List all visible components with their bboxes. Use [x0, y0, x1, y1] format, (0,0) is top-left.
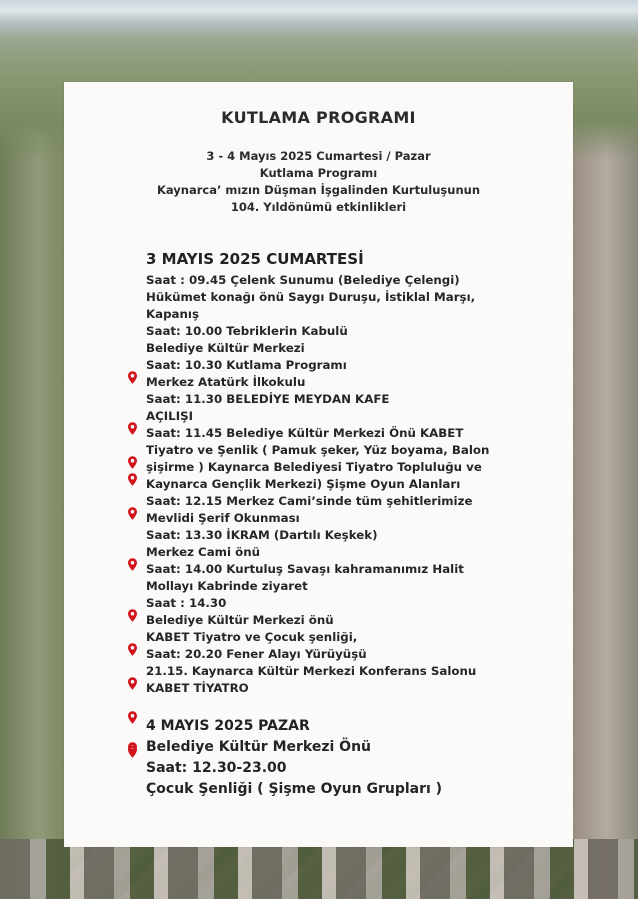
schedule-line: Saat: 14.00 Kurtuluş Savaşı kahramanımız Halit: [146, 562, 464, 576]
schedule-line: Saat: 12.15 Merkez Cami’sinde tüm şehitlerimize: [146, 494, 473, 508]
schedule-line: KABET TİYATRO: [146, 681, 249, 695]
day2-location: Belediye Kültür Merkezi Önü: [146, 739, 371, 755]
program-card: [64, 82, 573, 847]
schedule-line: şişirme ) Kaynarca Belediyesi Tiyatro Topluluğu ve: [146, 460, 482, 474]
day1-heading: 3 MAYIS 2025 CUMARTESİ: [146, 250, 364, 268]
location-pin-icon: [128, 609, 137, 622]
schedule-line: Saat: 11.45 Belediye Kültür Merkezi Önü KABET: [146, 426, 464, 440]
schedule-line: Saat: 10.00 Tebriklerin Kabulü: [146, 324, 348, 338]
intro-line: 104. Yıldönümü etkinlikleri: [230, 200, 407, 214]
schedule-line: Merkez Cami önü: [146, 545, 261, 559]
day2-time: Saat: 12.30-23.00: [146, 760, 287, 776]
location-pin-icon: [128, 742, 137, 755]
schedule-line: Kaynarca Gençlik Merkezi) Şişme Oyun Alanları: [146, 477, 461, 491]
schedule-line: Saat: 20.20 Fener Alayı Yürüyüşü: [146, 647, 367, 661]
intro-line: Kutlama Programı: [259, 166, 378, 180]
schedule-line: Saat: 11.30 BELEDİYE MEYDAN KAFE: [146, 392, 390, 406]
schedule-line: Saat: 13.30 İKRAM (Dartılı Keşkek): [146, 528, 378, 542]
schedule-line: Saat: 10.30 Kutlama Programı: [146, 358, 347, 372]
schedule-line: AÇILIŞI: [146, 409, 193, 423]
schedule-line: Saat : 09.45 Çelenk Sunumu (Belediye Çelengi): [146, 273, 460, 287]
location-pin-icon: [128, 643, 137, 656]
location-pin-icon: [128, 677, 137, 690]
schedule-line: Kapanış: [146, 307, 199, 321]
intro-line: Kaynarca’ mızın Düşman İşgalinden Kurtuluşunun: [156, 183, 481, 197]
location-pin-icon: [128, 558, 137, 571]
schedule-line: KABET Tiyatro ve Çocuk şenliği,: [146, 630, 358, 644]
program-intro: [64, 148, 573, 216]
location-pin-icon: [128, 711, 137, 724]
schedule-line: Mollayı Kabrinde ziyaret: [146, 579, 308, 593]
schedule-line: Mevlidi Şerif Okunması: [146, 511, 300, 525]
day2-heading: 4 MAYIS 2025 PAZAR: [146, 718, 310, 734]
schedule-line: Belediye Kültür Merkezi: [146, 341, 305, 355]
location-pin-icon: [128, 507, 137, 520]
schedule-line: 21.15. Kaynarca Kültür Merkezi Konferans Salonu: [146, 664, 477, 678]
location-pin-icon: [128, 456, 137, 469]
intro-line: 3 - 4 Mayıs 2025 Cumartesi / Pazar: [206, 149, 431, 163]
location-pin-icon: [128, 371, 137, 384]
schedule-line: Tiyatro ve Şenlik ( Pamuk şeker, Yüz boyama, Balon: [146, 443, 490, 457]
schedule-line: Saat : 14.30: [146, 596, 227, 610]
day2-event: Çocuk Şenliği ( Şişme Oyun Grupları ): [146, 781, 443, 797]
program-title: KUTLAMA PROGRAMI: [221, 108, 416, 127]
schedule-line: Belediye Kültür Merkezi önü: [146, 613, 334, 627]
schedule-line: Hükümet konağı önü Saygı Duruşu, İstiklal Marşı,: [146, 290, 476, 304]
location-pin-icon: [128, 473, 137, 486]
location-pin-icon: [128, 422, 137, 435]
schedule-line: Merkez Atatürk İlkokulu: [146, 375, 306, 389]
